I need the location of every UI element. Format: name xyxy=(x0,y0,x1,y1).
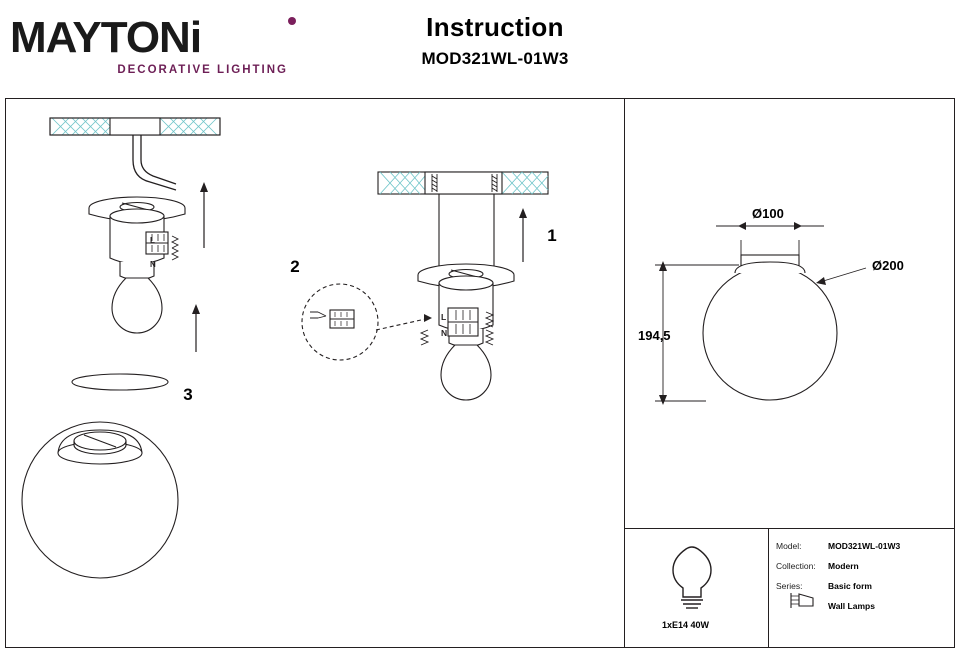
spec-table xyxy=(776,540,951,620)
step1-center-assembly xyxy=(378,172,548,400)
step2-detail-callout xyxy=(302,284,432,360)
spec-key-collection: Collection: xyxy=(776,561,816,571)
dimension-globe-diameter: Ø200 xyxy=(872,258,904,273)
terminal-label-n-2: N xyxy=(441,328,448,338)
spec-value-model: MOD321WL-01W3 xyxy=(828,541,901,551)
terminal-label-n: N xyxy=(150,260,156,269)
spec-row-model xyxy=(776,540,951,553)
dimension-top-diameter: Ø100 xyxy=(752,206,784,221)
spec-key-series: Series: xyxy=(776,581,803,591)
bulb-icon xyxy=(673,547,711,608)
step-number-3: 3 xyxy=(183,385,193,404)
brand-tagline: DECORATIVE LIGHTING xyxy=(117,64,288,76)
spec-row-series xyxy=(776,580,951,593)
spec-key-model: Model: xyxy=(776,541,802,551)
dimension-height: 194,5 xyxy=(638,328,671,343)
spec-row-category xyxy=(776,600,951,613)
terminal-label-l-2: L xyxy=(441,312,447,322)
spec-value-collection: Modern xyxy=(828,561,859,571)
step1-lamp-body xyxy=(89,182,208,352)
spec-value-series: Basic form xyxy=(828,581,872,591)
dimension-drawing xyxy=(655,222,866,405)
step1-wall-bracket xyxy=(50,118,220,190)
step-number-1: 1 xyxy=(547,226,557,245)
terminal-label-l: L xyxy=(150,236,155,245)
spec-row-collection xyxy=(776,560,951,573)
step3-globe xyxy=(22,374,178,578)
model-code: MOD321WL-01W3 xyxy=(421,49,569,68)
brand-name: MAYTONi xyxy=(10,13,202,62)
page-title: Instruction xyxy=(426,12,564,42)
step-number-2: 2 xyxy=(290,257,300,276)
spec-key-category xyxy=(776,600,828,613)
lamp-spec-caption: 1xE14 40W xyxy=(662,620,710,630)
spec-value-category: Wall Lamps xyxy=(828,601,875,611)
